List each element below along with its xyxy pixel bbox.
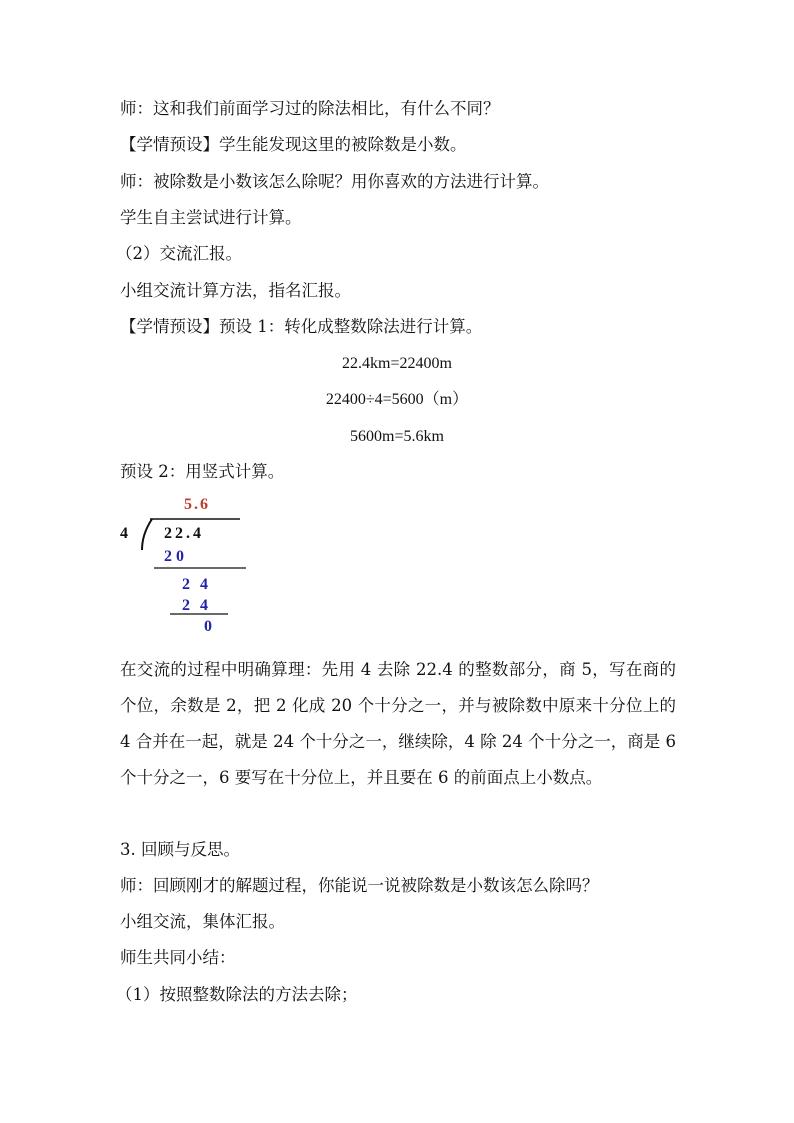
long-division-lines xyxy=(112,492,262,642)
step-product-2: 24 xyxy=(182,597,218,614)
final-remainder: 0 xyxy=(204,618,212,635)
section-heading-review: 3. 回顾与反思。 xyxy=(120,840,240,859)
quotient: 5.6 xyxy=(184,496,210,513)
preset-one-line: 【学情预设】预设 1：转化成整数除法进行计算。 xyxy=(120,317,483,336)
summary-heading: 师生共同小结： xyxy=(120,948,236,967)
preset-two-line: 预设 2：用竖式计算。 xyxy=(120,462,285,481)
explanation-paragraph: 在交流的过程中明确算理：先用 4 去除 22.4 的整数部分，商 5，写在商的个位，余数是 2，把 2 化成 20 个十分之一，并与被除数中原来十分位上的 4 合并在一起，就是 24 个十分之一，继续除，4 除 24 个十分之一，商是 6 个十分之一，6 要写在十分位上，并且要在 6 的前面点上小数点。 xyxy=(120,660,676,787)
group-report-line: 小组交流，集体汇报。 xyxy=(120,912,285,931)
division-bracket xyxy=(142,519,152,550)
equation-conversion: 22.4km=22400m xyxy=(342,355,452,372)
teacher-review-question: 师：回顾刚才的解题过程，你能说一说被除数是小数该怎么除吗？ xyxy=(120,876,599,895)
equation-division: 22400÷4=5600（m） xyxy=(325,391,469,408)
long-division-diagram xyxy=(112,492,262,642)
learning-preset-line: 【学情预设】学生能发现这里的被除数是小数。 xyxy=(120,135,467,154)
dividend: 22.4 xyxy=(164,525,204,542)
step-remainder-1: 24 xyxy=(182,576,218,593)
step-product-1: 20 xyxy=(164,548,188,565)
section-heading-exchange: （2）交流汇报。 xyxy=(116,244,242,263)
teacher-question-line: 师：这和我们前面学习过的除法相比，有什么不同？ xyxy=(120,99,500,118)
teacher-prompt-line: 师：被除数是小数该怎么除呢？用你喜欢的方法进行计算。 xyxy=(120,172,549,191)
equation-result: 5600m=5.6km xyxy=(350,428,444,445)
group-exchange-line: 小组交流计算方法，指名汇报。 xyxy=(120,281,351,300)
student-attempt-line: 学生自主尝试进行计算。 xyxy=(120,208,302,227)
divisor: 4 xyxy=(120,525,128,542)
summary-item-1: （1）按照整数除法的方法去除； xyxy=(116,985,358,1004)
